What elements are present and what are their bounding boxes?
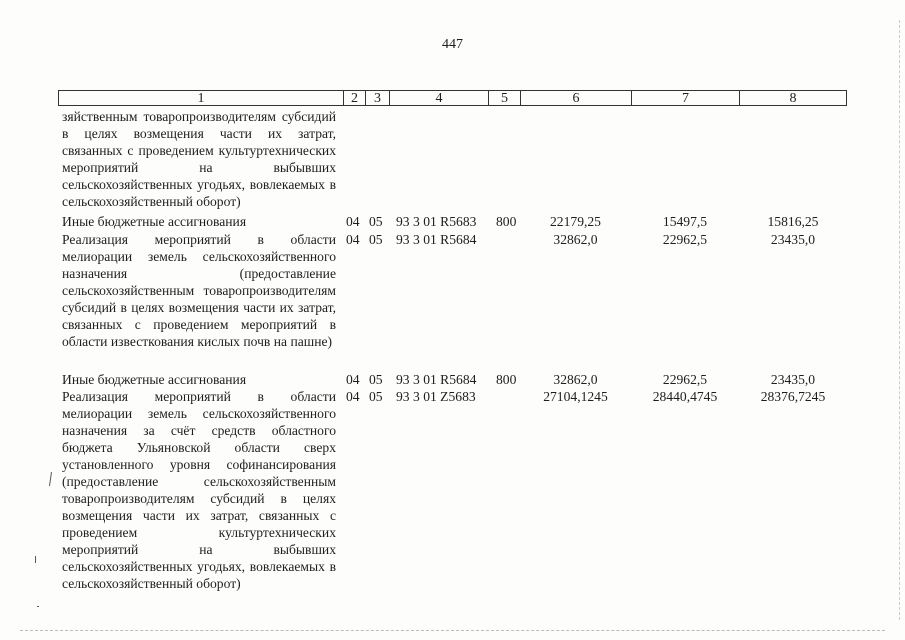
- expense-type-code: 800: [496, 214, 517, 229]
- header-col-2: 2: [343, 90, 365, 106]
- target-article-code: 93 3 01 R5684: [396, 232, 477, 247]
- table-row-description: Реализация мероприятий в области мелиорации земель сельскохозяйственного назначения (предоставление сельскохозяйственным товаропроизводителям субсидий в целях возмещения части их затрат, связанных с проведением мероприятий в области известкования кислых почв на пашне): [62, 232, 336, 349]
- amount-year-3: 23435,0: [770, 372, 816, 387]
- amount-year-2: 22962,5: [662, 372, 708, 387]
- amount-year-3: 28376,7245: [760, 389, 826, 404]
- amount-year-3: 15816,25: [767, 214, 819, 229]
- header-col-8: 8: [739, 90, 847, 106]
- scan-mark: [35, 556, 36, 563]
- amount-year-3: 23435,0: [770, 232, 816, 247]
- table-row: [0, 213, 905, 230]
- section-code: 04: [346, 372, 360, 387]
- subsection-code: 05: [369, 214, 383, 229]
- table-row-description: Иные бюджетные ассигнования: [62, 372, 247, 387]
- amount-year-1: 32862,0: [553, 232, 598, 247]
- header-col-3: 3: [365, 90, 389, 106]
- section-code: 04: [346, 214, 360, 229]
- amount-year-1: 27104,1245: [543, 389, 608, 404]
- amount-year-2: 15497,5: [662, 214, 708, 229]
- section-code: 04: [346, 389, 360, 404]
- header-col-1: 1: [58, 90, 343, 106]
- table-row-description: зяйственным товаропроизводителям субсидий в целях возмещения части их затрат, связанных с проведением культуртехнических мероприятий на выбывших сельскохозяйственных угодьях, вовлекаемых в сельскохозяйственный оборот): [62, 109, 336, 209]
- amount-year-1: 22179,25: [550, 214, 601, 229]
- table-row: [0, 388, 905, 405]
- scan-edge: [899, 20, 901, 620]
- amount-year-1: 32862,0: [553, 372, 598, 387]
- section-code: 04: [346, 232, 360, 247]
- target-article-code: 93 3 01 R5684: [396, 372, 477, 387]
- subsection-code: 05: [369, 372, 383, 387]
- subsection-code: 05: [369, 232, 383, 247]
- subsection-code: 05: [369, 389, 383, 404]
- page-number: 447: [442, 37, 463, 52]
- expense-type-code: 800: [496, 372, 517, 387]
- scan-mark: [37, 606, 39, 607]
- scan-mark: [49, 472, 52, 486]
- header-col-4: 4: [389, 90, 488, 106]
- target-article-code: 93 3 01 R5683: [396, 214, 477, 229]
- header-col-5: 5: [488, 90, 520, 106]
- header-col-6: 6: [520, 90, 631, 106]
- target-article-code: 93 3 01 Z5683: [396, 389, 476, 404]
- table-row: [0, 371, 905, 388]
- scan-edge: [20, 630, 885, 632]
- amount-year-2: 22962,5: [662, 232, 708, 247]
- amount-year-2: 28440,4745: [652, 389, 718, 404]
- table-row-description: Реализация мероприятий в области мелиорации земель сельскохозяйственного назначения за счёт средств областного бюджета Ульяновской области сверх установленного уровня софинансирования (предоставление сельскохозяйственным товаропроизводителям субсидий в целях возмещения части их затрат, связанных с проведением культуртехнических мероприятий на выбывших сельскохозяйственных угодьях, вовлекаемых в сельскохозяйственный оборот): [62, 389, 336, 591]
- table-row: [0, 231, 905, 248]
- table-row-description: Иные бюджетные ассигнования: [62, 214, 247, 229]
- header-col-7: 7: [631, 90, 739, 106]
